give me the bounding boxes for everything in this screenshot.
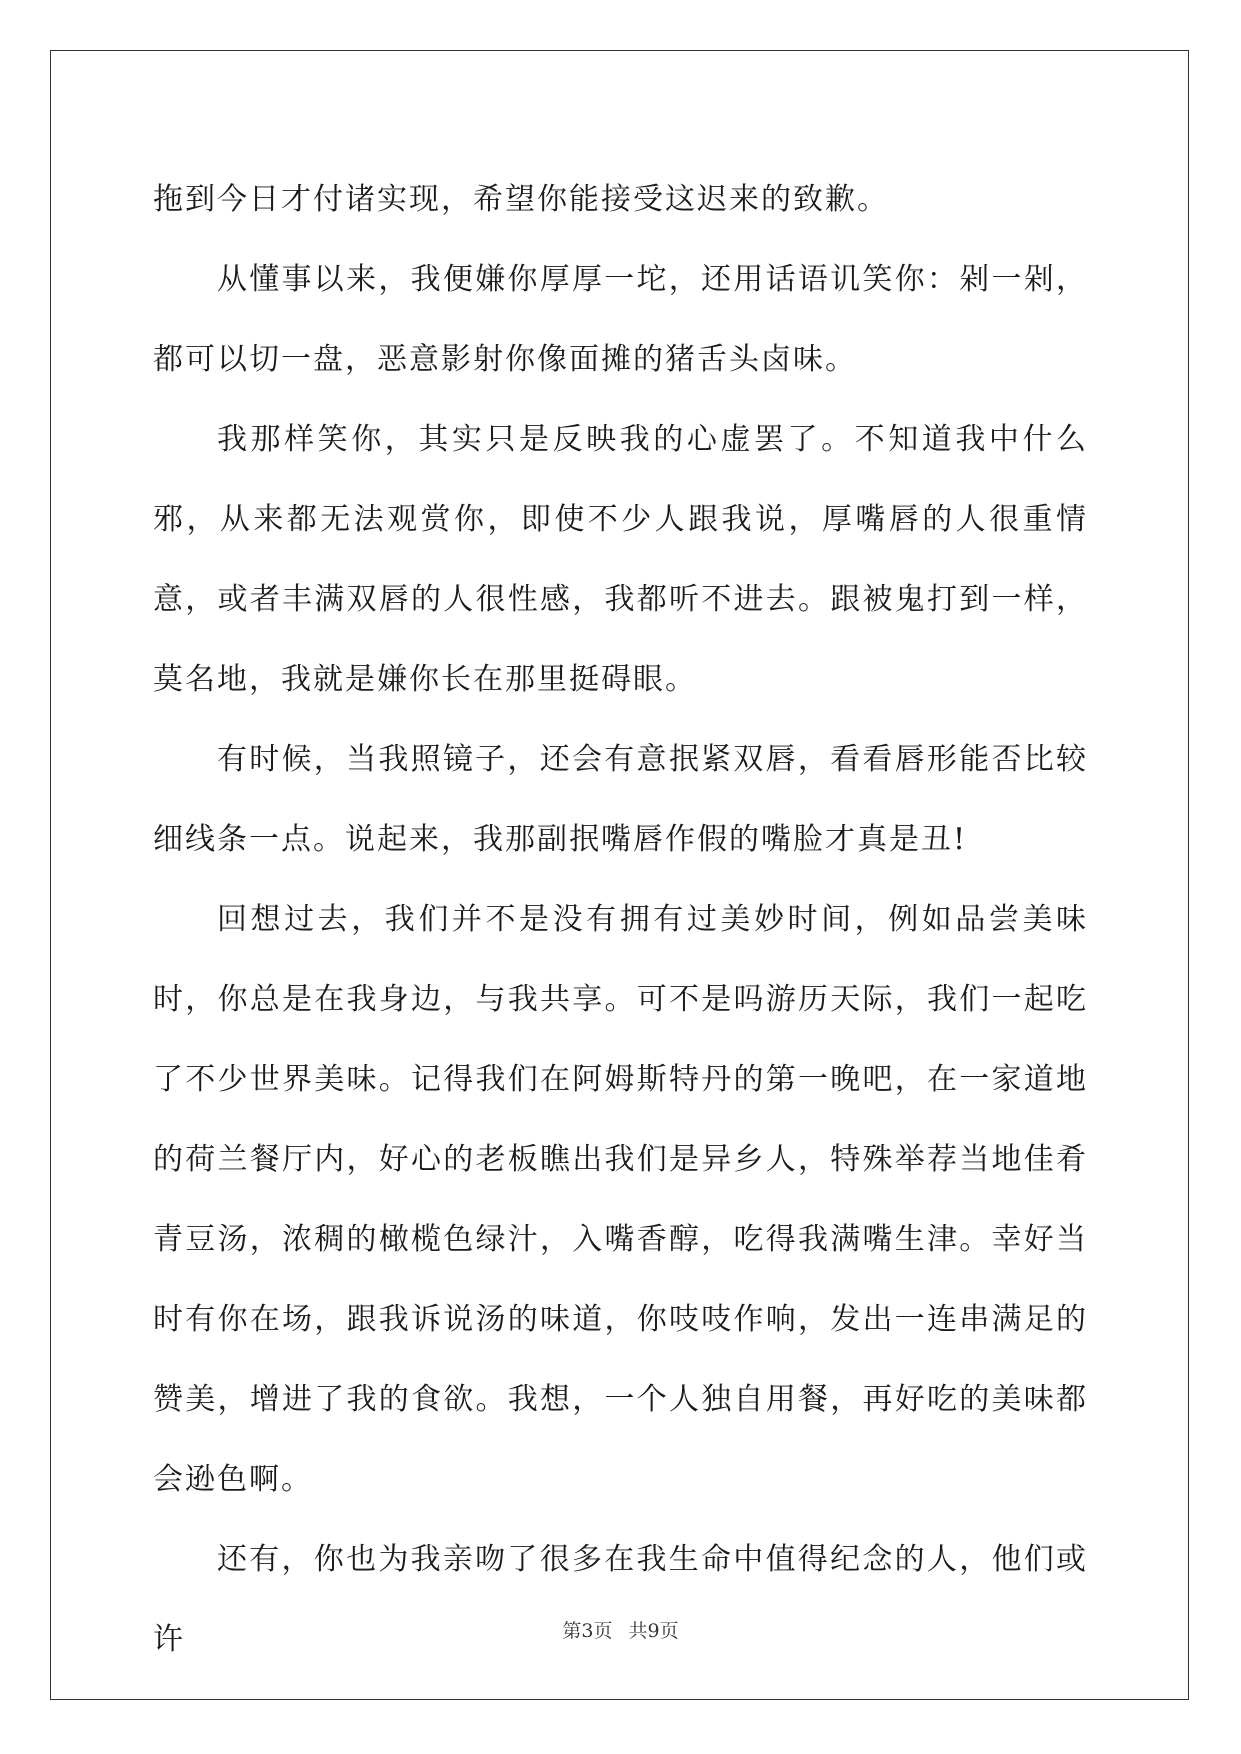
document-body	[153, 160, 1088, 1680]
page-footer	[0, 1616, 1241, 1643]
paragraph: 回想过去，我们并不是没有拥有过美妙时间，例如品尝美味时，你总是在我身边，与我共享。可不是吗游历天际，我们一起吃了不少世界美味。记得我们在阿姆斯特丹的第一晚吧，在一家道地的荷兰餐厅内，好心的老板瞧出我们是异乡人，特殊举荐当地佳肴青豆汤，浓稠的橄榄色绿汁，入嘴香醇，吃得我满嘴生津。幸好当时有你在场，跟我诉说汤的味道，你吱吱作响，发出一连串满足的赞美，增进了我的食欲。我想，一个人独自用餐，再好吃的美味都会逊色啊。	[153, 902, 1088, 1497]
paragraph: 从懂事以来，我便嫌你厚厚一坨，还用话语讥笑你：剁一剁，都可以切一盘，恶意影射你像面摊的猪舌头卤味。	[153, 262, 1088, 377]
paragraph-continuation: 拖到今日才付诸实现，希望你能接受这迟来的致歉。	[153, 182, 889, 217]
current-page-number: 第3页	[562, 1620, 613, 1642]
total-page-count: 共9页	[628, 1620, 679, 1642]
paragraph: 我那样笑你，其实只是反映我的心虚罢了。不知道我中什么邪，从来都无法观赏你，即使不少人跟我说，厚嘴唇的人很重情意，或者丰满双唇的人很性感，我都听不进去。跟被鬼打到一样，莫名地，我就是嫌你长在那里挺碍眼。	[153, 422, 1088, 697]
paragraph: 有时候，当我照镜子，还会有意抿紧双唇，看看唇形能否比较细线条一点。说起来，我那副抿嘴唇作假的嘴脸才真是丑!	[153, 742, 1088, 857]
paragraph: 还有，你也为我亲吻了很多在我生命中值得纪念的人，他们或许	[153, 1542, 1088, 1657]
